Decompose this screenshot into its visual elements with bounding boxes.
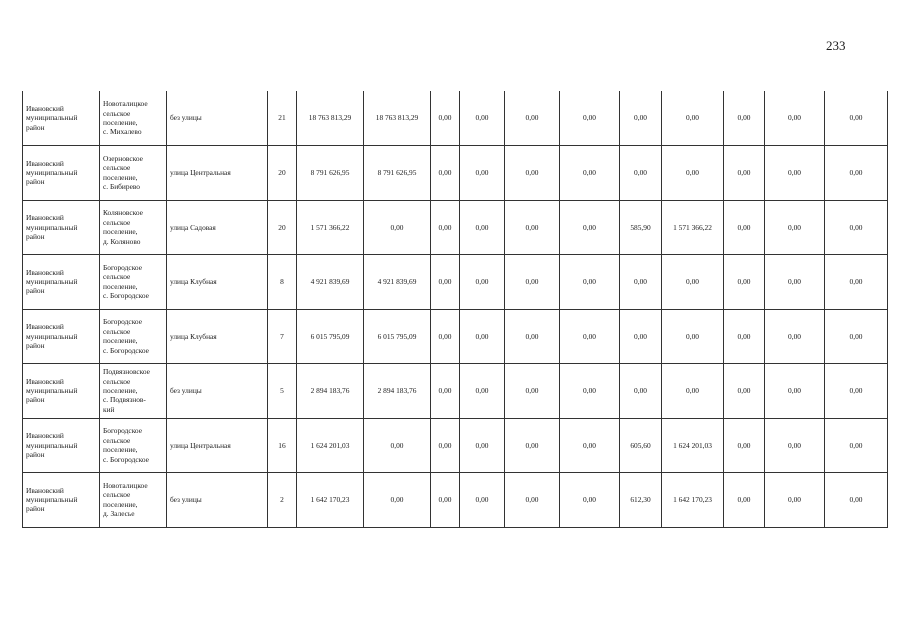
- value-cell-9: 0,00: [724, 418, 765, 473]
- settlement-cell-line: поселение,: [103, 445, 138, 455]
- district-cell-line: Ивановский: [26, 376, 64, 386]
- district-cell: [23, 309, 100, 364]
- settlement-cell-line: поселение,: [103, 386, 138, 396]
- value-cell-11: 0,00: [825, 200, 888, 255]
- street-cell: улица Центральная: [167, 146, 268, 201]
- district-cell: [23, 364, 100, 419]
- table-row: [23, 418, 888, 473]
- settlement-cell-line: сельское: [103, 376, 131, 386]
- value-cell-10: 0,00: [765, 255, 825, 310]
- settlement-cell-line: д. Залесье: [103, 509, 135, 519]
- value-cell-10: 0,00: [765, 309, 825, 364]
- value-cell-5: 0,00: [505, 418, 560, 473]
- count-cell: 2: [268, 473, 297, 528]
- value-cell-6: 0,00: [560, 418, 620, 473]
- district-cell-line: муниципальный: [26, 277, 78, 287]
- value-cell-1: 4 921 839,69: [297, 255, 364, 310]
- value-cell-9: 0,00: [724, 146, 765, 201]
- settlement-cell: [100, 364, 167, 419]
- settlement-cell-line: Озерновское: [103, 153, 143, 163]
- value-cell-5: 0,00: [505, 200, 560, 255]
- value-cell-6: 0,00: [560, 309, 620, 364]
- district-cell: [23, 200, 100, 255]
- value-cell-7: 0,00: [620, 91, 662, 146]
- value-cell-1: 2 894 183,76: [297, 364, 364, 419]
- count-cell: 16: [268, 418, 297, 473]
- value-cell-7: 612,30: [620, 473, 662, 528]
- settlement-cell-line: поселение,: [103, 227, 138, 237]
- district-cell-line: муниципальный: [26, 440, 78, 450]
- district-cell-line: район: [26, 231, 45, 241]
- value-cell-9: 0,00: [724, 364, 765, 419]
- street-cell: без улицы: [167, 473, 268, 528]
- district-cell-line: муниципальный: [26, 331, 78, 341]
- value-cell-11: 0,00: [825, 364, 888, 419]
- table-row: [23, 91, 888, 146]
- settlement-cell-line: поселение,: [103, 118, 138, 127]
- value-cell-3: 0,00: [431, 146, 460, 201]
- settlement-cell-line: Подвязновское: [103, 367, 150, 377]
- settlement-cell-line: сельское: [103, 490, 131, 500]
- value-cell-7: 585,90: [620, 200, 662, 255]
- value-cell-10: 0,00: [765, 91, 825, 146]
- district-cell: [23, 473, 100, 528]
- settlement-cell: [100, 91, 167, 146]
- value-cell-4: 0,00: [460, 91, 505, 146]
- table-row: [23, 364, 888, 419]
- settlement-cell: [100, 418, 167, 473]
- table-row: [23, 146, 888, 201]
- value-cell-5: 0,00: [505, 309, 560, 364]
- value-cell-8: 0,00: [662, 146, 724, 201]
- count-cell: 7: [268, 309, 297, 364]
- value-cell-2: 6 015 795,09: [364, 309, 431, 364]
- value-cell-9: 0,00: [724, 91, 765, 146]
- district-cell: [23, 146, 100, 201]
- district-cell-line: район: [26, 395, 45, 405]
- value-cell-4: 0,00: [460, 255, 505, 310]
- value-cell-3: 0,00: [431, 418, 460, 473]
- district-cell: [23, 255, 100, 310]
- settlement-cell-line: с. Михалево: [103, 127, 142, 137]
- count-cell: 21: [268, 91, 297, 146]
- value-cell-8: 0,00: [662, 364, 724, 419]
- street-cell: улица Клубная: [167, 309, 268, 364]
- district-cell-line: район: [26, 504, 45, 514]
- value-cell-5: 0,00: [505, 364, 560, 419]
- settlement-cell: [100, 473, 167, 528]
- value-cell-4: 0,00: [460, 473, 505, 528]
- value-cell-4: 0,00: [460, 146, 505, 201]
- street-cell: улица Садовая: [167, 200, 268, 255]
- value-cell-11: 0,00: [825, 473, 888, 528]
- value-cell-6: 0,00: [560, 473, 620, 528]
- value-cell-1: 1 571 366,22: [297, 200, 364, 255]
- table-row: [23, 200, 888, 255]
- value-cell-2: 0,00: [364, 200, 431, 255]
- page-number: 233: [826, 38, 846, 53]
- district-cell-line: муниципальный: [26, 495, 78, 505]
- value-cell-3: 0,00: [431, 364, 460, 419]
- data-table: [22, 91, 888, 528]
- street-cell: без улицы: [167, 91, 268, 146]
- settlement-cell-line: поселение,: [103, 336, 138, 346]
- district-cell-line: район: [26, 177, 45, 187]
- count-cell: 20: [268, 146, 297, 201]
- value-cell-10: 0,00: [765, 473, 825, 528]
- district-cell-line: район: [26, 340, 45, 350]
- district-cell: [23, 418, 100, 473]
- value-cell-2: 0,00: [364, 473, 431, 528]
- district-cell-line: Ивановский: [26, 267, 64, 277]
- value-cell-7: 0,00: [620, 146, 662, 201]
- district-cell-line: муниципальный: [26, 222, 78, 232]
- value-cell-3: 0,00: [431, 255, 460, 310]
- street-cell: улица Центральная: [167, 418, 268, 473]
- settlement-cell-line: поселение,: [103, 499, 138, 509]
- settlement-cell: [100, 200, 167, 255]
- value-cell-6: 0,00: [560, 146, 620, 201]
- district-cell: [23, 91, 100, 146]
- value-cell-8: 1 624 201,03: [662, 418, 724, 473]
- table-row: [23, 473, 888, 528]
- value-cell-11: 0,00: [825, 255, 888, 310]
- settlement-cell-line: с. Подвязнов-: [103, 395, 146, 405]
- district-cell-line: район: [26, 122, 45, 132]
- district-cell-line: муниципальный: [26, 113, 78, 123]
- value-cell-8: 1 571 366,22: [662, 200, 724, 255]
- value-cell-5: 0,00: [505, 91, 560, 146]
- district-cell-line: район: [26, 449, 45, 459]
- value-cell-6: 0,00: [560, 91, 620, 146]
- value-cell-1: 8 791 626,95: [297, 146, 364, 201]
- settlement-cell-line: сельское: [103, 435, 131, 445]
- value-cell-5: 0,00: [505, 255, 560, 310]
- settlement-cell-line: с. Богородское: [103, 345, 149, 355]
- value-cell-7: 0,00: [620, 364, 662, 419]
- value-cell-8: 0,00: [662, 91, 724, 146]
- value-cell-11: 0,00: [825, 146, 888, 201]
- settlement-cell-line: с. Бибирево: [103, 182, 140, 192]
- table-row: [23, 309, 888, 364]
- district-cell-line: Ивановский: [26, 158, 64, 168]
- value-cell-7: 0,00: [620, 255, 662, 310]
- value-cell-2: 8 791 626,95: [364, 146, 431, 201]
- value-cell-8: 0,00: [662, 255, 724, 310]
- value-cell-11: 0,00: [825, 418, 888, 473]
- value-cell-3: 0,00: [431, 91, 460, 146]
- value-cell-9: 0,00: [724, 200, 765, 255]
- settlement-cell: [100, 146, 167, 201]
- count-cell: 20: [268, 200, 297, 255]
- district-cell-line: Ивановский: [26, 103, 64, 113]
- value-cell-4: 0,00: [460, 364, 505, 419]
- value-cell-2: 2 894 183,76: [364, 364, 431, 419]
- value-cell-9: 0,00: [724, 309, 765, 364]
- district-cell-line: Ивановский: [26, 485, 64, 495]
- district-cell-line: Ивановский: [26, 431, 64, 441]
- value-cell-5: 0,00: [505, 146, 560, 201]
- settlement-cell-line: сельское: [103, 163, 131, 173]
- settlement-cell-line: Богородское: [103, 317, 142, 327]
- table-body: [23, 91, 888, 527]
- value-cell-1: 18 763 813,29: [297, 91, 364, 146]
- value-cell-2: 4 921 839,69: [364, 255, 431, 310]
- value-cell-7: 605,60: [620, 418, 662, 473]
- settlement-cell-line: Коляновское: [103, 208, 143, 218]
- value-cell-7: 0,00: [620, 309, 662, 364]
- value-cell-8: 0,00: [662, 309, 724, 364]
- district-cell-line: муниципальный: [26, 386, 78, 396]
- value-cell-11: 0,00: [825, 91, 888, 146]
- value-cell-10: 0,00: [765, 200, 825, 255]
- settlement-cell-line: кий: [103, 404, 115, 414]
- table-row: [23, 255, 888, 310]
- value-cell-8: 1 642 170,23: [662, 473, 724, 528]
- count-cell: 8: [268, 255, 297, 310]
- district-cell-line: Ивановский: [26, 322, 64, 332]
- settlement-cell-line: сельское: [103, 217, 131, 227]
- value-cell-1: 1 642 170,23: [297, 473, 364, 528]
- value-cell-4: 0,00: [460, 418, 505, 473]
- value-cell-9: 0,00: [724, 473, 765, 528]
- settlement-cell-line: Богородское: [103, 262, 142, 272]
- district-cell-line: муниципальный: [26, 168, 78, 178]
- value-cell-10: 0,00: [765, 146, 825, 201]
- value-cell-11: 0,00: [825, 309, 888, 364]
- value-cell-2: 0,00: [364, 418, 431, 473]
- value-cell-6: 0,00: [560, 255, 620, 310]
- settlement-cell-line: Богородское: [103, 426, 142, 436]
- value-cell-1: 1 624 201,03: [297, 418, 364, 473]
- settlement-cell-line: сельское: [103, 272, 131, 282]
- settlement-cell-line: поселение,: [103, 281, 138, 291]
- district-cell-line: Ивановский: [26, 213, 64, 223]
- value-cell-4: 0,00: [460, 200, 505, 255]
- settlement-cell-line: с. Богородское: [103, 454, 149, 464]
- settlement-cell-line: сельское: [103, 108, 131, 118]
- value-cell-4: 0,00: [460, 309, 505, 364]
- settlement-cell-line: поселение,: [103, 172, 138, 182]
- settlement-cell-line: Новоталицкое: [103, 99, 148, 109]
- settlement-cell-line: сельское: [103, 326, 131, 336]
- value-cell-5: 0,00: [505, 473, 560, 528]
- value-cell-3: 0,00: [431, 473, 460, 528]
- settlement-cell: [100, 309, 167, 364]
- settlement-cell-line: с. Богородское: [103, 291, 149, 301]
- value-cell-6: 0,00: [560, 364, 620, 419]
- value-cell-3: 0,00: [431, 200, 460, 255]
- district-cell-line: район: [26, 286, 45, 296]
- value-cell-1: 6 015 795,09: [297, 309, 364, 364]
- settlement-cell-line: д. Коляново: [103, 236, 141, 246]
- street-cell: улица Клубная: [167, 255, 268, 310]
- count-cell: 5: [268, 364, 297, 419]
- value-cell-9: 0,00: [724, 255, 765, 310]
- settlement-cell-line: Новоталицкое: [103, 480, 148, 490]
- value-cell-3: 0,00: [431, 309, 460, 364]
- value-cell-6: 0,00: [560, 200, 620, 255]
- value-cell-2: 18 763 813,29: [364, 91, 431, 146]
- settlement-cell: [100, 255, 167, 310]
- street-cell: без улицы: [167, 364, 268, 419]
- value-cell-10: 0,00: [765, 364, 825, 419]
- value-cell-10: 0,00: [765, 418, 825, 473]
